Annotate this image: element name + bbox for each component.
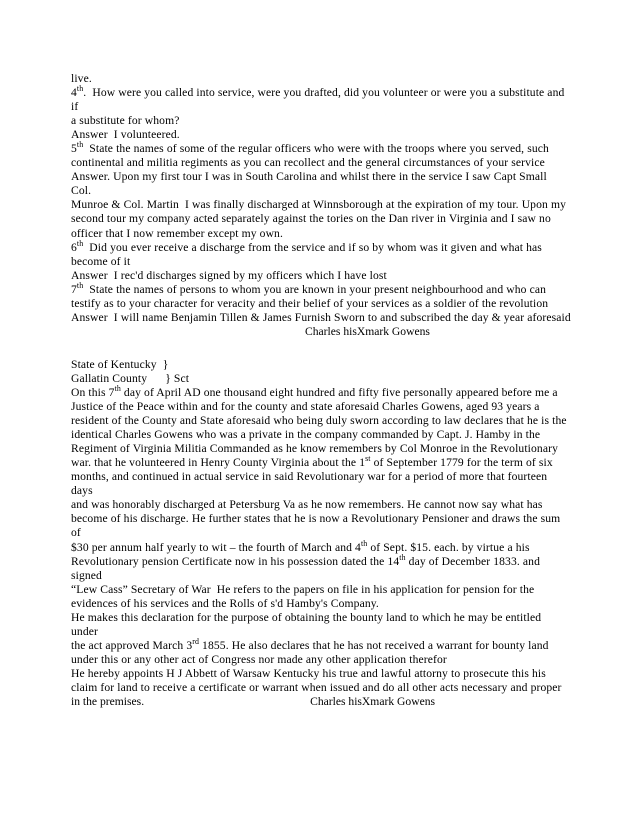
- ordinal-suffix: th: [76, 84, 84, 94]
- ordinal-suffix: th: [76, 140, 84, 150]
- text-line: become of it: [71, 254, 131, 268]
- text-line: On this 7th day of April AD one thousand eight hundred and fifty five personally appeared before me a: [71, 384, 558, 399]
- ordinal-suffix: rd: [192, 636, 200, 646]
- closing-signature-line: [71, 695, 571, 709]
- text-line: Revolutionary pension Certificate now in his possession dated the 14th day of December 1833. and signed: [71, 552, 544, 582]
- text-line: under this or any other act of Congress nor made any other application therefor: [71, 652, 447, 666]
- text-line: He hereby appoints H J Abbett of Warsaw Kentucky his true and lawful attorny to prosecute this his: [71, 666, 546, 680]
- text-line: Regiment of Virginia Militia Commanded as he know remembers by Col Monroe in the Revolutionary: [71, 442, 558, 456]
- text-line: months, and continued in actual service in said Revolutionary war for a period of more that fourteen days: [71, 470, 551, 498]
- ordinal-suffix: th: [399, 552, 406, 562]
- text-line: Answer. Upon my first tour I was in South Carolina and whilst there in the service I saw Capt Small Col.: [71, 170, 553, 198]
- text-line: and was honorably discharged at Petersburg Va as he now remembers. He cannot now say what has: [71, 498, 543, 512]
- signature-name: Charles hisXmark Gowens: [310, 695, 436, 709]
- section-interrogatories: [71, 72, 571, 339]
- text-line: testify as to your character for veracity and their belief of your services as a soldier of the revolution: [71, 296, 549, 310]
- text-line: 5th State the names of some of the regular officers who were with the troops where you served, such: [71, 140, 549, 156]
- text-line: Answer I will name Benjamin Tillen & James Furnish Sworn to and subscribed the day & year aforesaid: [71, 310, 571, 324]
- text-line: war. that he volunteered in Henry County Virginia about the 1st of September 1779 for the term of six: [71, 454, 553, 470]
- text-line: $30 per annum half yearly to wit – the fourth of March and 4th of Sept. $15. each. by virtue a his: [71, 538, 530, 554]
- text-line: 7th State the names of persons to whom you are known in your present neighbourhood and who can: [71, 280, 547, 296]
- closing-text: in the premises.: [71, 695, 145, 709]
- section-declaration: [71, 358, 571, 709]
- text-line: second tour my company acted separately against the tories on the Dan river in Virginia and I saw no: [71, 212, 551, 226]
- text-line: 4th. How were you called into service, were you drafted, did you volunteer or were you a substitute and if: [71, 84, 568, 114]
- text-line: live.: [71, 72, 92, 85]
- text-line: the act approved March 3rd 1855. He also declares that he has not received a warrant for bounty land: [71, 636, 549, 652]
- document-text-body: [71, 72, 571, 709]
- text-line: claim for land to receive a certificate or warrant when issued and do all other acts necessary and proper: [71, 680, 562, 694]
- venue-state-line: State of Kentucky }: [71, 357, 169, 371]
- signature-line: Charles hisXmark Gowens: [305, 324, 430, 338]
- ordinal-suffix: th: [360, 538, 368, 548]
- text-line: identical Charles Gowens who was a private in the company commanded by Capt. J. Hamby in the: [71, 428, 541, 442]
- text-line: He makes this declaration for the purpose of obtaining the bounty land to which he may be entitled under: [71, 610, 545, 638]
- text-line: 6th Did you ever receive a discharge from the service and if so by whom was it given and what has: [71, 238, 542, 254]
- text-line: Munroe & Col. Martin I was finally discharged at Winnsborough at the expiration of my tour. Upon my: [71, 198, 566, 212]
- venue-county-line: Gallatin County } Sct: [71, 371, 190, 385]
- text-line: officer that I now remember except my own.: [71, 226, 283, 240]
- text-line: evidences of his services and the Rolls of s'd Hamby's Company.: [71, 596, 379, 610]
- text-line: resident of the County and State aforesaid who being duly sworn according to law declares that he is the: [71, 414, 567, 428]
- text-line: Answer I volunteered.: [71, 128, 180, 142]
- text-line: “Lew Cass” Secretary of War He refers to the papers on file in his application for pension for the: [71, 582, 535, 596]
- text-line: become of his discharge. He further states that he is now a Revolutionary Pensioner and draws the sum of: [71, 512, 564, 540]
- ordinal-suffix: th: [76, 238, 84, 248]
- ordinal-suffix: th: [76, 280, 84, 290]
- text-line: a substitute for whom?: [71, 114, 180, 128]
- text-line: continental and militia regiments as you can recollect and the general circumstances of your service: [71, 156, 545, 170]
- ordinal-suffix: th: [114, 384, 121, 394]
- text-line: Answer I rec'd discharges signed by my officers which I have lost: [71, 268, 387, 282]
- section-gap: [71, 339, 571, 358]
- ordinal-suffix: st: [365, 454, 371, 464]
- text-line: Justice of the Peace within and for the county and state aforesaid Charles Gowens, aged 93 years a: [71, 400, 540, 414]
